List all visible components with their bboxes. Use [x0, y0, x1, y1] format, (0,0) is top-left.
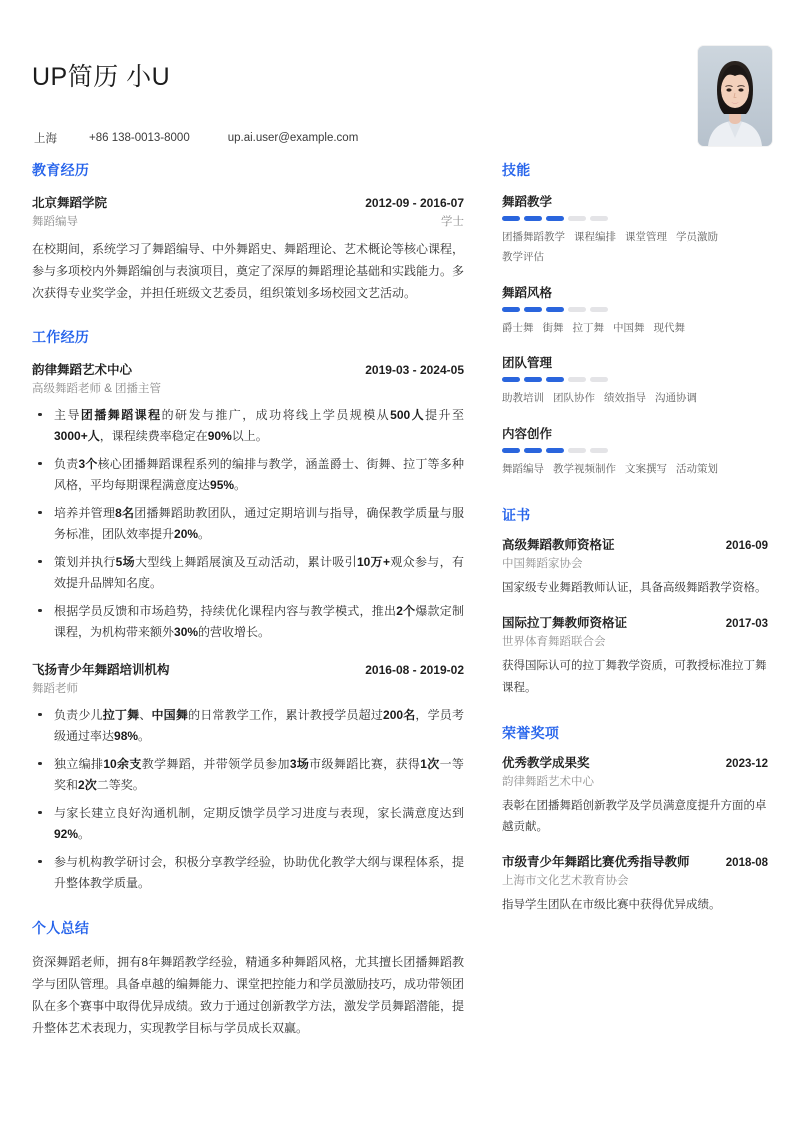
work-company: 飞扬青少年舞蹈培训机构: [32, 662, 170, 677]
section-title-awards: 荣誉奖项: [502, 724, 560, 741]
skill-level-meter: [502, 377, 768, 382]
list-item: [502, 755, 768, 838]
skill-tag: 课堂管理: [625, 231, 667, 243]
list-item-header: [502, 615, 768, 632]
right-column: [494, 160, 768, 938]
skill-tag: 街舞: [542, 321, 564, 334]
list-item-description: 国家级专业舞蹈教师认证，具备高级舞蹈教学资格。: [502, 582, 767, 595]
list-item-title: 高级舞蹈教师资格证: [502, 538, 615, 553]
skill-level-segment: [568, 307, 586, 312]
skill-level-segment: [568, 216, 586, 221]
skill-level-segment: [502, 448, 520, 453]
skill-tag: 活动策划: [676, 462, 718, 475]
skill-tag-list: [502, 227, 768, 268]
list-item-date: 2016-09: [725, 540, 768, 553]
skill-tag: 舞蹈编导: [502, 462, 544, 475]
list-item-header: [502, 854, 768, 871]
award-list: [502, 755, 768, 917]
skill-group-list: [502, 192, 768, 479]
skill-level-segment: [590, 448, 608, 453]
list-item-header: [502, 537, 768, 554]
skill-level-segment: [524, 448, 542, 453]
list-item-date: 2017-03: [725, 618, 768, 631]
list-item-title: 市级青少年舞蹈比赛优秀指导教师: [502, 855, 690, 870]
skill-tag: 沟通协调: [655, 392, 697, 405]
list-item-description: 表彰在团播舞蹈创新教学及学员满意度提升方面的卓越贡献。: [502, 799, 767, 834]
summary-text: 资深舞蹈老师，拥有8年舞蹈教学经验，精通多种舞蹈风格，尤其擅长团播舞蹈教学与团队管理。具备卓越的编舞能力、课堂把控能力和学员激励技巧，成功带领团队在多个赛事中取得优异成绩。致力于通过创新教学方法，激发学员舞蹈潜能，提升整体艺术表现力，实现教学目标与学员成长双赢。: [32, 954, 465, 1036]
skill-group-name: 舞蹈风格: [502, 285, 553, 300]
list-item-description: 指导学生团队在市级比赛中获得优异成绩。: [502, 899, 721, 912]
skill-level-meter: [502, 216, 768, 221]
resume-header: [0, 0, 800, 160]
skill-level-segment: [502, 307, 520, 312]
bullet-item: 负责3个核心团播舞蹈课程系列的编排与教学，涵盖爵士、街舞、拉丁等多种风格，平均每期课程满意度达95%。: [32, 454, 464, 496]
list-item-header: [502, 755, 768, 772]
skill-tag: 文案撰写: [625, 462, 667, 475]
list-item-issuer: 上海市文化艺术教育协会: [502, 875, 629, 888]
education-entry: [32, 193, 464, 305]
skill-tag: 课程编排: [574, 231, 616, 243]
education-date: 2012-09 - 2016-07: [365, 196, 464, 210]
skill-level-meter: [502, 448, 768, 453]
section-title-skills: 技能: [502, 162, 531, 178]
skill-tag: 学员激励: [676, 231, 718, 243]
list-item-title: 国际拉丁舞教师资格证: [502, 616, 628, 631]
avatar: [698, 46, 772, 146]
work-entry: [32, 360, 464, 643]
list-item-issuer: 世界体育舞蹈联合会: [502, 636, 606, 649]
list-item: [502, 537, 768, 599]
bullet-item: 独立编排10余支教学舞蹈，并带领学员参加3场市级舞蹈比赛，获得1次一等奖和2次二等奖。: [32, 754, 464, 796]
skill-tag: 拉丁舞: [572, 321, 604, 334]
section-skills: [502, 160, 768, 479]
skill-tag: 教学评估: [502, 251, 544, 264]
skill-level-segment: [524, 377, 542, 382]
bullet-item: 策划并执行5场大型线上舞蹈展演及互动活动，累计吸引10万+观众参与，有效提升品牌知名度。: [32, 552, 464, 594]
bullet-item: 参与机构教学研讨会，积极分享教学经验，协助优化教学大纲与课程体系，提升整体教学质量。: [32, 852, 464, 894]
list-item-date: 2018-08: [725, 857, 768, 870]
portrait-photo-icon: [698, 46, 772, 146]
education-degree: 学士: [441, 216, 464, 228]
skill-tag: 团队协作: [553, 392, 595, 405]
skill-group: [502, 283, 768, 338]
contact-bar: [34, 130, 358, 146]
list-item: [502, 615, 768, 698]
work-entry: [32, 660, 464, 894]
list-item-issuer: 韵律舞蹈艺术中心: [502, 775, 594, 788]
bullet-item: 培养并管理8名团播舞蹈助教团队，通过定期培训与指导，确保教学质量与服务标准，团队效率提升20%。: [32, 503, 464, 545]
skill-tag: 爵士舞: [502, 321, 534, 334]
skill-tag-list: [502, 388, 768, 408]
work-company: 韵律舞蹈艺术中心: [32, 362, 133, 377]
skill-level-segment: [546, 216, 564, 221]
skill-level-segment: [546, 307, 564, 312]
skill-level-meter: [502, 307, 768, 312]
skill-tag: 团播舞蹈教学: [502, 231, 565, 243]
skill-group-name: 团队管理: [502, 356, 553, 371]
list-item-title: 优秀教学成果奖: [502, 755, 590, 770]
list-item-description: 获得国际认可的拉丁舞教学资质，可教授标准拉丁舞课程。: [502, 660, 767, 694]
work-position: 高级舞蹈老师 & 团播主管: [32, 382, 162, 395]
bullet-item: 负责少儿拉丁舞、中国舞的日常教学工作，累计教授学员超过200名，学员考级通过率达98%。: [32, 705, 464, 747]
skill-tag: 教学视频制作: [553, 462, 616, 475]
skill-group-name: 内容创作: [502, 426, 553, 441]
section-title-summary: 个人总结: [32, 919, 90, 936]
left-column: [32, 160, 494, 1061]
contact-location: 上海: [34, 133, 57, 145]
skill-group: [502, 192, 768, 268]
page-title: UP简历 小U: [32, 63, 171, 91]
skill-level-segment: [568, 448, 586, 453]
skill-tag: 中国舞: [613, 321, 645, 334]
section-education: [32, 160, 464, 305]
section-summary: [32, 918, 464, 1040]
contact-email: up.ai.user@example.com: [227, 132, 359, 144]
education-major: 舞蹈编导: [32, 216, 78, 228]
contact-phone: +86 138-0013-8000: [89, 132, 190, 144]
section-work: [32, 327, 464, 894]
section-title-certificates: 证书: [502, 507, 531, 524]
skill-level-segment: [568, 377, 586, 382]
skill-tag: 助教培训: [502, 392, 544, 405]
skill-level-segment: [590, 307, 608, 312]
section-awards: [502, 723, 768, 917]
skill-tag: 绩效指导: [604, 392, 646, 405]
skill-level-segment: [590, 216, 608, 221]
skill-level-segment: [590, 377, 608, 382]
work-bullets: [32, 705, 464, 894]
skill-level-segment: [524, 307, 542, 312]
list-item: [502, 854, 768, 916]
section-title-education: 教育经历: [32, 162, 90, 178]
work-position: 舞蹈老师: [32, 682, 78, 695]
education-school: 北京舞蹈学院: [32, 196, 108, 210]
skill-level-segment: [546, 448, 564, 453]
education-description: 在校期间，系统学习了舞蹈编导、中外舞蹈史、舞蹈理论、艺术概论等核心课程，参与多项校内外舞蹈编创与表演项目，奠定了深厚的舞蹈理论基础和实践能力。多次获得专业奖学金，并担任班级文艺委员，组织策划多场校园文艺活动。: [32, 242, 465, 301]
skill-group: [502, 424, 768, 479]
skill-tag: 现代舞: [653, 321, 685, 334]
section-title-work: 工作经历: [32, 328, 90, 345]
list-item-issuer: 中国舞蹈家协会: [502, 558, 583, 571]
bullet-item: 主导团播舞蹈课程的研发与推广，成功将线上学员规模从500人提升至3000+人，课程续费率稳定在90%以上。: [32, 405, 464, 447]
resume-body: [0, 160, 800, 1061]
skill-group: [502, 353, 768, 408]
skill-level-segment: [502, 377, 520, 382]
bullet-item: 根据学员反馈和市场趋势，持续优化课程内容与教学模式，推出2个爆款定制课程，为机构带来额外30%的营收增长。: [32, 601, 464, 643]
skill-level-segment: [546, 377, 564, 382]
work-date: 2019-03 - 2024-05: [365, 362, 464, 377]
skill-level-segment: [524, 216, 542, 221]
skill-level-segment: [502, 216, 520, 221]
skill-tag-list: [502, 459, 768, 479]
skill-group-name: 舞蹈教学: [502, 195, 553, 209]
section-certificates: [502, 505, 768, 699]
list-item-date: 2023-12: [725, 757, 768, 770]
skill-tag-list: [502, 318, 768, 338]
bullet-item: 与家长建立良好沟通机制，定期反馈学员学习进度与表现，家长满意度达到92%。: [32, 803, 464, 845]
work-bullets: [32, 405, 464, 643]
work-date: 2016-08 - 2019-02: [365, 662, 464, 677]
certificate-list: [502, 537, 768, 699]
